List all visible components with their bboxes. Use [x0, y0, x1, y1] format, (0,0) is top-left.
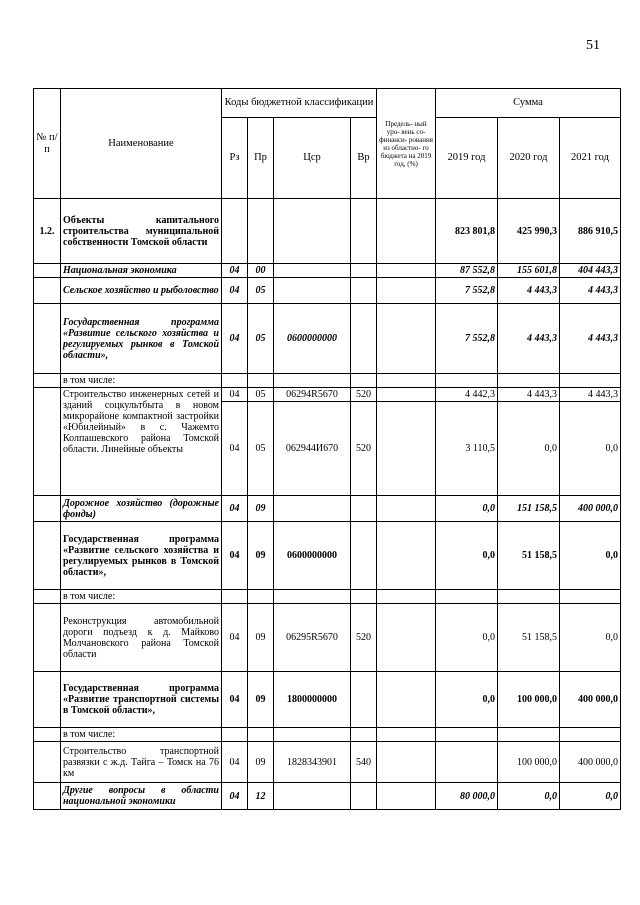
row-2019: 4 442,3 [436, 388, 498, 402]
row-2020: 155 601,8 [498, 264, 560, 278]
row-pr [248, 199, 274, 264]
row-rz: 04 [222, 672, 248, 728]
row-limit [377, 199, 436, 264]
row-rz [222, 199, 248, 264]
row-vr [351, 304, 377, 374]
row-2019: 823 801,8 [436, 199, 498, 264]
row-rz: 04 [222, 783, 248, 810]
row-name: Государственная программа «Развитие транспортной системы в Томской области», [61, 672, 222, 728]
row-vr: 540 [351, 742, 377, 783]
row-vr [351, 672, 377, 728]
row-2020: 51 158,5 [498, 522, 560, 590]
row-index [34, 304, 61, 374]
row-csr [274, 496, 351, 522]
row-csr [274, 728, 351, 742]
row-rz [222, 374, 248, 388]
row-rz [222, 590, 248, 604]
row-index [34, 496, 61, 522]
row-2020: 51 158,5 [498, 604, 560, 672]
row-2019 [436, 590, 498, 604]
table-row [34, 199, 621, 264]
row-name: Строительство транспортной развязки с ж.д. Тайга – Томск на 76 км [61, 742, 222, 783]
row-pr: 05 [248, 402, 274, 496]
row-2021: 400 000,0 [560, 496, 621, 522]
table-row [34, 304, 621, 374]
row-csr: 062944И670 [274, 402, 351, 496]
row-pr [248, 590, 274, 604]
row-name: Другие вопросы в области национальной экономики [61, 783, 222, 810]
header-limit: Предель- ный уро- вень со- финанси- рования из областно- го бюджета на 2019 год, (%) [377, 89, 436, 199]
row-rz: 04 [222, 264, 248, 278]
row-rz: 04 [222, 742, 248, 783]
row-2019: 3 110,5 [436, 402, 498, 496]
row-2020 [498, 374, 560, 388]
row-pr: 05 [248, 304, 274, 374]
row-csr: 0600000000 [274, 522, 351, 590]
row-csr: 06295R5670 [274, 604, 351, 672]
row-csr [274, 199, 351, 264]
row-2021 [560, 374, 621, 388]
table-row [34, 672, 621, 728]
header-csr: Цср [274, 118, 351, 199]
row-2020: 100 000,0 [498, 742, 560, 783]
header-codes-group: Коды бюджетной классификации [222, 89, 377, 118]
row-limit [377, 304, 436, 374]
row-index [34, 604, 61, 672]
row-limit [377, 374, 436, 388]
row-limit [377, 402, 436, 496]
table-row [34, 374, 621, 388]
row-csr [274, 374, 351, 388]
row-name: Реконструкция автомобильной дороги подъезд к д. Майково Молчановского района Томской области [61, 604, 222, 672]
row-2020: 0,0 [498, 783, 560, 810]
row-limit [377, 672, 436, 728]
row-limit [377, 264, 436, 278]
header-pr: Пр [248, 118, 274, 199]
row-vr [351, 590, 377, 604]
row-rz: 04 [222, 522, 248, 590]
table-row [34, 496, 621, 522]
row-2019: 0,0 [436, 522, 498, 590]
row-vr: 520 [351, 402, 377, 496]
row-2021: 886 910,5 [560, 199, 621, 264]
row-pr: 09 [248, 522, 274, 590]
row-2021: 0,0 [560, 522, 621, 590]
row-index [34, 783, 61, 810]
table-row [34, 590, 621, 604]
row-pr: 05 [248, 278, 274, 304]
table-row [34, 388, 621, 402]
row-rz: 04 [222, 496, 248, 522]
row-index [34, 742, 61, 783]
row-index [34, 374, 61, 388]
row-csr [274, 783, 351, 810]
row-pr: 09 [248, 742, 274, 783]
row-2019 [436, 374, 498, 388]
row-rz: 04 [222, 604, 248, 672]
row-limit [377, 388, 436, 402]
row-2019: 87 552,8 [436, 264, 498, 278]
row-name: в том числе: [61, 590, 222, 604]
row-index [34, 728, 61, 742]
row-name: Национальная экономика [61, 264, 222, 278]
row-vr [351, 728, 377, 742]
header-2020: 2020 год [498, 118, 560, 199]
row-csr: 06294R5670 [274, 388, 351, 402]
row-name: Сельское хозяйство и рыболовство [61, 278, 222, 304]
row-2021: 0,0 [560, 604, 621, 672]
row-limit [377, 604, 436, 672]
row-index [34, 278, 61, 304]
row-2021: 4 443,3 [560, 388, 621, 402]
row-name: в том числе: [61, 374, 222, 388]
row-name: Государственная программа «Развитие сельского хозяйства и регулируемых рынков в Томской области», [61, 304, 222, 374]
row-pr: 09 [248, 604, 274, 672]
table-row [34, 278, 621, 304]
table-row [34, 742, 621, 783]
header-no: № п/п [34, 89, 61, 199]
row-2019 [436, 728, 498, 742]
row-2021 [560, 590, 621, 604]
row-2020 [498, 590, 560, 604]
header-2021: 2021 год [560, 118, 621, 199]
header-vr: Вр [351, 118, 377, 199]
row-2021: 400 000,0 [560, 742, 621, 783]
row-2020: 4 443,3 [498, 278, 560, 304]
table-row [34, 728, 621, 742]
row-vr [351, 496, 377, 522]
row-vr [351, 783, 377, 810]
row-2020: 0,0 [498, 402, 560, 496]
row-vr [351, 522, 377, 590]
row-2019 [436, 742, 498, 783]
row-2020: 151 158,5 [498, 496, 560, 522]
row-2019: 0,0 [436, 672, 498, 728]
row-2020: 100 000,0 [498, 672, 560, 728]
row-csr: 1800000000 [274, 672, 351, 728]
row-csr [274, 264, 351, 278]
row-csr [274, 278, 351, 304]
table-row [34, 264, 621, 278]
row-2021: 0,0 [560, 402, 621, 496]
row-2019: 80 000,0 [436, 783, 498, 810]
table-row [34, 604, 621, 672]
row-name: в том числе: [61, 728, 222, 742]
row-vr [351, 199, 377, 264]
row-2020: 425 990,3 [498, 199, 560, 264]
row-vr [351, 278, 377, 304]
row-vr: 520 [351, 388, 377, 402]
row-pr [248, 374, 274, 388]
row-2019: 7 552,8 [436, 304, 498, 374]
row-rz: 04 [222, 402, 248, 496]
row-index [34, 522, 61, 590]
table-row [34, 783, 621, 810]
header-2019: 2019 год [436, 118, 498, 199]
row-name: Объекты капитального строительства муниципальной собственности Томской области [61, 199, 222, 264]
row-name: Государственная программа «Развитие сельского хозяйства и регулируемых рынков в Томской области», [61, 522, 222, 590]
row-2019: 0,0 [436, 604, 498, 672]
table-row [34, 522, 621, 590]
header-name: Наименование [61, 89, 222, 199]
row-2020 [498, 728, 560, 742]
row-index [34, 672, 61, 728]
row-limit [377, 522, 436, 590]
row-index [34, 388, 61, 496]
row-rz: 04 [222, 304, 248, 374]
row-pr [248, 728, 274, 742]
row-2020: 4 443,3 [498, 304, 560, 374]
row-rz: 04 [222, 278, 248, 304]
row-pr: 09 [248, 672, 274, 728]
row-vr: 520 [351, 604, 377, 672]
row-limit [377, 496, 436, 522]
header-rz: Рз [222, 118, 248, 199]
row-2020: 4 443,3 [498, 388, 560, 402]
row-vr [351, 264, 377, 278]
row-limit [377, 278, 436, 304]
row-csr [274, 590, 351, 604]
row-index [34, 264, 61, 278]
row-rz [222, 728, 248, 742]
row-2019: 0,0 [436, 496, 498, 522]
row-2021: 4 443,3 [560, 304, 621, 374]
row-limit [377, 783, 436, 810]
row-rz: 04 [222, 388, 248, 402]
header-sum-group: Сумма [436, 89, 621, 118]
row-index [34, 590, 61, 604]
row-pr: 09 [248, 496, 274, 522]
row-2021 [560, 728, 621, 742]
row-index: 1.2. [34, 199, 61, 264]
row-pr: 00 [248, 264, 274, 278]
row-2021: 404 443,3 [560, 264, 621, 278]
row-2021: 4 443,3 [560, 278, 621, 304]
row-limit [377, 590, 436, 604]
row-name: Строительство инженерных сетей и зданий соцкультбыта в новом микрорайоне компактной застройки «Юбилейный» в с. Чажемто Колпашевского района Томской области. Линейные объекты [61, 388, 222, 496]
row-pr: 12 [248, 783, 274, 810]
budget-table [33, 88, 621, 810]
row-pr: 05 [248, 388, 274, 402]
row-name: Дорожное хозяйство (дорожные фонды) [61, 496, 222, 522]
row-vr [351, 374, 377, 388]
row-csr: 0600000000 [274, 304, 351, 374]
row-limit [377, 742, 436, 783]
row-2021: 0,0 [560, 783, 621, 810]
row-csr: 1828343901 [274, 742, 351, 783]
row-2021: 400 000,0 [560, 672, 621, 728]
row-limit [377, 728, 436, 742]
page-number: 51 [586, 38, 600, 53]
row-2019: 7 552,8 [436, 278, 498, 304]
